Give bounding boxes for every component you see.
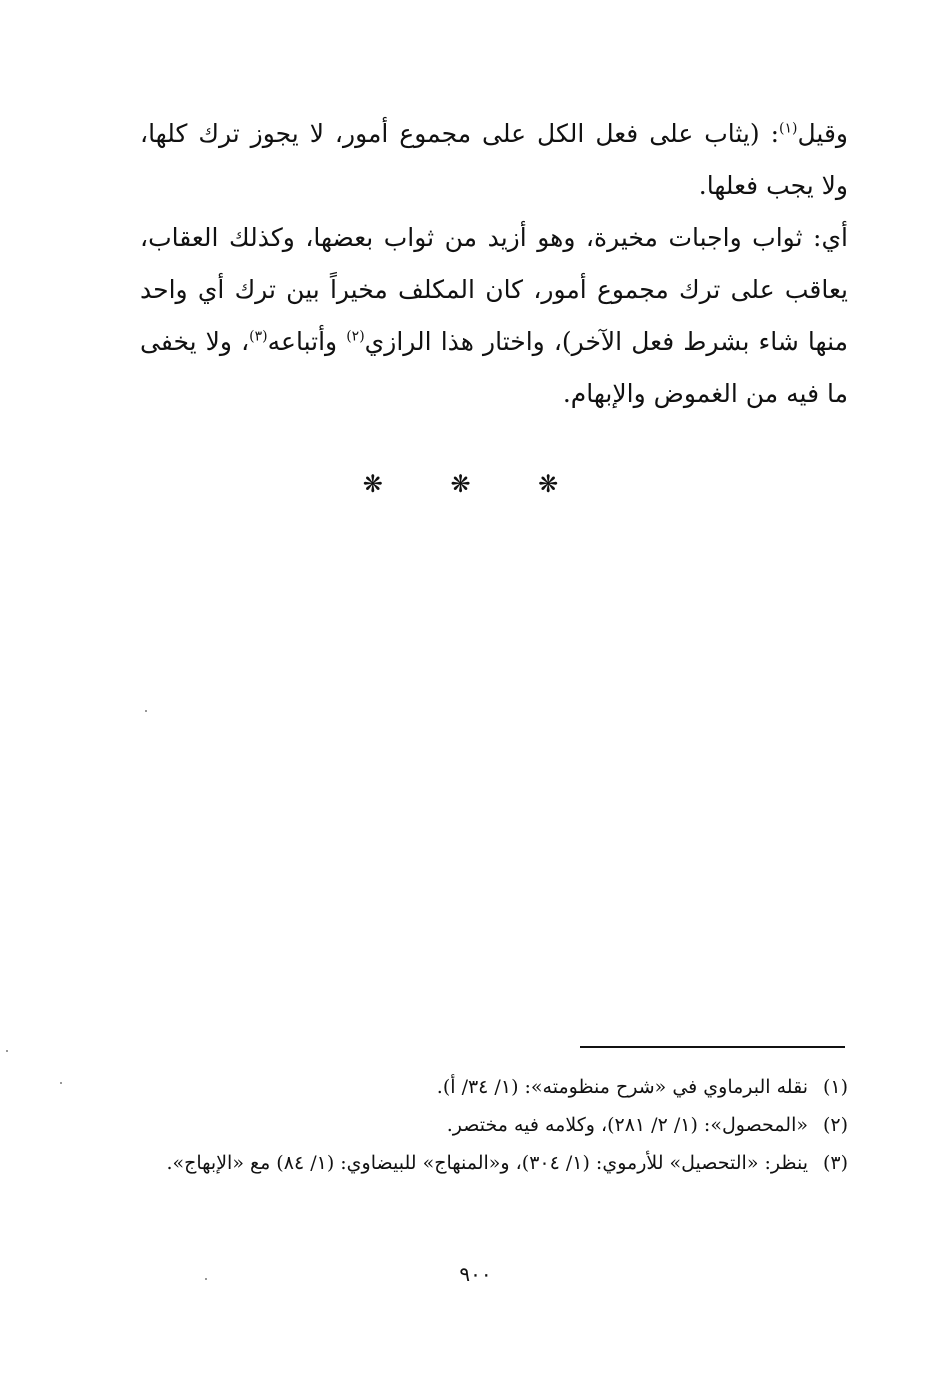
page-number: ٩٠٠ [459, 1262, 492, 1286]
paragraph-2-text: أي: ثواب واجبات مخيرة، وهو أزيد من ثواب بعضها، وكذلك العقاب، يعاقب على ترك مجموع أمور، كان المكلف مخيراً بين ترك أي واحد منها شاء بشرط فعل الآخر)، واختار هذا الرازي [140, 223, 849, 356]
paragraph-2 [140, 212, 848, 420]
footnote-divider [580, 1046, 845, 1048]
footnote-item [140, 1068, 848, 1106]
footnote-number: (٣) [822, 1152, 848, 1174]
scan-speck [205, 1278, 207, 1280]
footnotes [140, 1068, 848, 1182]
footnote-number: (٢) [822, 1114, 848, 1136]
footnote-item [140, 1144, 848, 1182]
footnote-ref-1: (١) [779, 120, 798, 137]
paragraph-1 [140, 108, 848, 212]
footnote-text: ينظر: «التحصيل» للأرموي: (١/ ٣٠٤)، و«المنهاج» للبيضاوي: (١/ ٨٤) مع «الإبهاج». [166, 1152, 808, 1174]
scan-speck [60, 1082, 62, 1084]
footnote-ref-3: (٣) [249, 328, 268, 345]
scan-speck [145, 710, 147, 712]
paragraph-1-text: وقيل [797, 119, 848, 148]
footnote-text: «المحصول»: (١/ ٢/ ٢٨١)، وكلامه فيه مختصر. [446, 1114, 808, 1136]
footnote-item [140, 1106, 848, 1144]
section-separator: ❋ ❋ ❋ [362, 470, 589, 498]
paragraph-1-text: : (يثاب على فعل الكل على مجموع أمور، لا يجوز ترك كلها، ولا يجب فعلها. [140, 119, 848, 200]
scan-speck [6, 1050, 8, 1052]
footnote-text: نقله البرماوي في «شرح منظومته»: (١/ ٣٤/ أ). [436, 1076, 808, 1098]
footnote-ref-2: (٢) [346, 328, 365, 345]
main-text [140, 108, 848, 420]
paragraph-2-text: ، ولا يخفى ما فيه من الغموض والإبهام. [140, 327, 848, 408]
paragraph-2-text: وأتباعه [267, 327, 347, 356]
footnote-number: (١) [822, 1076, 848, 1098]
